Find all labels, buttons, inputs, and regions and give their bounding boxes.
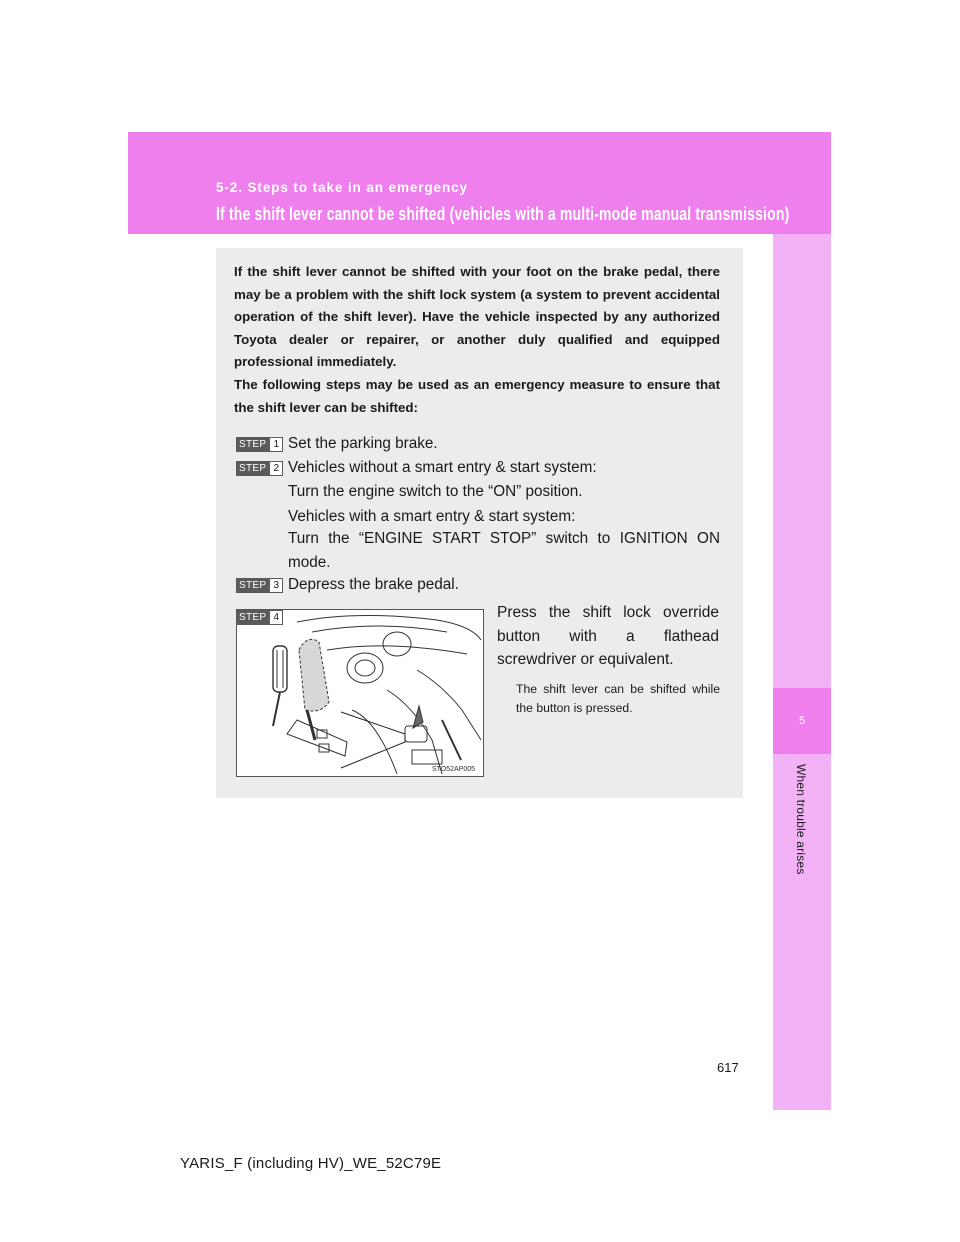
shift-lock-illustration [236, 609, 484, 777]
page-number: 617 [717, 1060, 739, 1075]
step-badge-word: STEP [236, 461, 269, 476]
step-2-line-4: Turn the “ENGINE START STOP” switch to IGNITION ON mode. [288, 530, 720, 571]
page-title: If the shift lever cannot be shifted (vehicles with a multi-mode manual transmission) [216, 204, 790, 224]
step-1-text: Set the parking brake. [288, 435, 438, 452]
step-badge-number: 4 [269, 610, 283, 625]
intro-paragraph-1: If the shift lever cannot be shifted with your foot on the brake pedal, there may be a problem with the shift lock system (a system to prevent accidental operation of the shift lever). Have the vehicle inspected by any authorized Toyota dealer or repairer, or another duly qualified and equipped professional immediately. [234, 264, 720, 370]
step-badge-number: 2 [269, 461, 283, 476]
step-1-badge [236, 437, 283, 452]
illustration-code: STO52AP005 [432, 766, 476, 773]
step-2-line-2: Turn the engine switch to the “ON” position. [288, 483, 583, 500]
step-4-note: The shift lever can be shifted while the button is pressed. [516, 682, 720, 715]
step-3-badge [236, 578, 283, 593]
step-badge-word: STEP [236, 610, 269, 625]
step-2-line-1: Vehicles without a smart entry & start system: [288, 459, 597, 476]
step-badge-number: 3 [269, 578, 283, 593]
step-badge-word: STEP [236, 437, 269, 452]
step-2-badge [236, 461, 283, 476]
step-3-text: Depress the brake pedal. [288, 576, 459, 593]
intro-paragraph-2: The following steps may be used as an emergency measure to ensure that the shift lever can be shifted: [234, 376, 720, 415]
section-label: 5-2. Steps to take in an emergency [216, 180, 468, 195]
footer-doc-id: YARIS_F (including HV)_WE_52C79E [180, 1155, 442, 1172]
step-4-text: Press the shift lock override button with a flathead screwdriver or equivalent. [497, 604, 719, 668]
side-tab [773, 234, 831, 1110]
side-tab-label[interactable]: When trouble arises [794, 764, 808, 875]
intro-text [234, 261, 720, 419]
step-badge-number: 1 [269, 437, 283, 452]
side-tab-number[interactable]: 5 [773, 688, 831, 754]
step-badge-word: STEP [236, 578, 269, 593]
shift-lock-illustration-graphic [237, 610, 483, 776]
step-4-badge [236, 610, 283, 625]
step-2-line-3: Vehicles with a smart entry & start system: [288, 508, 576, 525]
